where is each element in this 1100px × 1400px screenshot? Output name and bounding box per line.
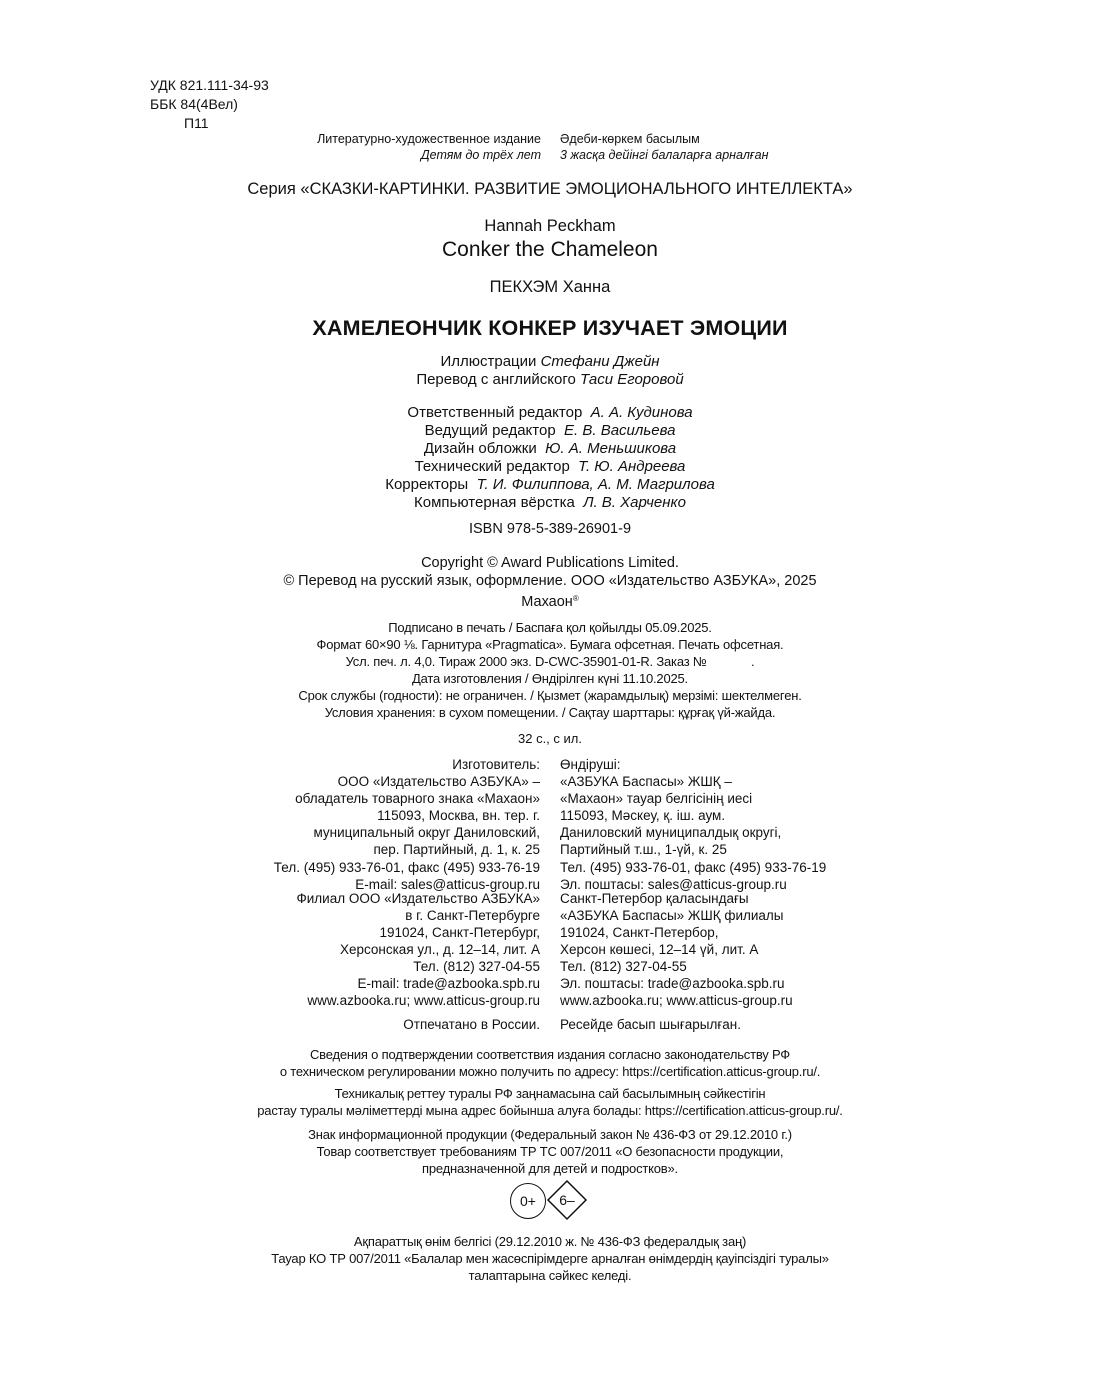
brand-name: Махаон	[521, 594, 573, 610]
author-mark: П11	[184, 115, 209, 131]
address-line: Тел. (495) 933-76-01, факс (495) 933-76-19	[560, 859, 827, 875]
staff-role: Технический редактор	[414, 458, 570, 475]
branch-ru	[230, 890, 540, 993]
address-line: Партийный т.ш., 1-үй, к. 25	[560, 842, 727, 858]
certification-kz	[0, 1085, 1100, 1119]
genre-kz	[560, 131, 768, 163]
branch-kz	[560, 890, 880, 993]
websites-ru	[230, 992, 540, 1009]
illustrator-label: Иллюстрации	[440, 353, 537, 370]
address-line: пер. Партийный, д. 1, к. 25	[373, 842, 540, 858]
manufacturer-kz	[560, 756, 880, 893]
author-ru: ПЕКХЭМ Ханна	[489, 278, 611, 296]
email-line: Эл. поштасы: trade@azbooka.spb.ru	[560, 976, 785, 992]
genre-age-ru: Детям до трёх лет	[420, 148, 541, 162]
email-line: E-mail: trade@azbooka.spb.ru	[357, 976, 540, 992]
address-line: Тел. (812) 327-04-55	[413, 959, 540, 975]
address-line: «АЗБУКА Баспасы» ЖШҚ филиалы	[560, 908, 784, 924]
imprint-line: Подписано в печать / Баспаға қол қойылды 05.09.2025.	[388, 620, 712, 635]
address-line: Херсонская ул., д. 12–14, лит. А	[339, 942, 540, 958]
staff-role: Ответственный редактор	[407, 404, 583, 421]
series-title: Серия «СКАЗКИ-КАРТИНКИ. РАЗВИТИЕ ЭМОЦИОНАЛЬНОГО ИНТЕЛЛЕКТА»	[247, 180, 853, 198]
websites-line: www.azbooka.ru; www.atticus-group.ru	[560, 993, 793, 1008]
genre-type-kz: Әдеби-көркем басылым	[560, 132, 700, 146]
staff-role: Ведущий редактор	[424, 422, 556, 439]
address-line: 115093, Москва, вн. тер. г.	[377, 808, 540, 824]
bbk-code: ББК 84(4Вел)	[150, 96, 238, 112]
address-line: обладатель товарного знака «Махаон»	[295, 791, 540, 807]
certification-line: Сведения о подтверждении соответствия издания согласно законодательству РФ	[309, 1047, 790, 1062]
law-line: Товар соответствует требованиям ТР ТС 007/2011 «О безопасности продукции,	[316, 1144, 784, 1159]
manufacturer-ru	[230, 756, 540, 893]
translator-label: Перевод с английского	[416, 371, 576, 388]
staff-row	[0, 458, 1100, 476]
address-line: Тел. (812) 327-04-55	[560, 959, 687, 975]
imprint-line: Усл. печ. л. 4,0. Тираж 2000 экз. D-CWC-35901-01-R. Заказ № .	[345, 654, 755, 669]
address-line: ООО «Издательство АЗБУКА» –	[337, 774, 540, 790]
original-title: Conker the Chameleon	[442, 238, 658, 261]
translator-line	[0, 371, 1100, 389]
contributors	[0, 353, 1100, 389]
printed-line: Отпечатано в России.	[403, 1017, 540, 1032]
staff-row	[0, 404, 1100, 422]
classification-codes	[150, 76, 269, 133]
address-line: Өндіруші:	[560, 757, 621, 772]
address-line: Херсон көшесі, 12–14 үй, лит. А	[560, 942, 759, 958]
printed-line: Ресейде басып шығарылған.	[560, 1017, 741, 1032]
websites-line: www.azbooka.ru; www.atticus-group.ru	[307, 993, 540, 1008]
staff-role: Дизайн обложки	[423, 440, 537, 457]
copyright-original: Copyright © Award Publications Limited.	[421, 555, 679, 571]
law-notice-ru	[0, 1126, 1100, 1177]
staff-row	[0, 422, 1100, 440]
address-line: 191024, Санкт-Петербург,	[379, 925, 540, 941]
isbn: ISBN 978-5-389-26901-9	[468, 521, 632, 537]
law-line: Тауар КО ТР 007/2011 «Балалар мен жасөспірімдерге арналған өнімдердің қауіпсіздігі туралы»	[271, 1251, 829, 1266]
translator-name: Таси Егоровой	[580, 371, 684, 388]
age-rating-circle-icon	[510, 1183, 546, 1219]
page-count: 32 с., с ил.	[518, 731, 582, 746]
staff-name: А. А. Кудинова	[590, 404, 693, 421]
child-age-label: 6–	[559, 1192, 575, 1208]
copyright-block	[0, 554, 1100, 611]
certification-ru	[0, 1046, 1100, 1080]
law-line: Знак информационной продукции (Федеральный закон № 436-ФЗ от 29.12.2010 г.)	[308, 1127, 792, 1142]
age-marks	[508, 1182, 598, 1222]
imprint-line: Срок службы (годности): не ограничен. / Қызмет (жарамдылық) мерзімі: шектелмеген.	[298, 688, 802, 703]
staff-row	[0, 476, 1100, 494]
printed-in-kz	[560, 1016, 880, 1033]
staff-name: Ю. А. Меньшикова	[545, 440, 677, 457]
certification-line: о техническом регулировании можно получить по адресу: https://certification.atticus-group.ru/.	[279, 1064, 821, 1079]
age-rating-label: 0+	[520, 1193, 536, 1209]
address-line: 191024, Санкт-Петербор,	[560, 925, 719, 941]
illustrator-name: Стефани Джейн	[540, 353, 660, 370]
genre-ru	[250, 131, 541, 163]
book-title: ХАМЕЛЕОНЧИК КОНКЕР ИЗУЧАЕТ ЭМОЦИИ	[312, 316, 788, 340]
address-line: муниципальный округ Даниловский,	[313, 825, 540, 841]
imprint-line: Формат 60×90 ⅛. Гарнитура «Pragmatica». Бумага офсетная. Печать офсетная.	[316, 637, 784, 652]
law-line: талаптарына сәйкес келеді.	[468, 1268, 632, 1283]
address-line: Даниловский муниципалдық округі,	[560, 825, 782, 841]
editorial-staff	[0, 404, 1100, 512]
address-line: Тел. (495) 933-76-01, факс (495) 933-76-19	[273, 859, 540, 875]
printed-in-ru	[230, 1016, 540, 1033]
address-line: Санкт-Петербор қаласындағы	[560, 891, 749, 906]
imprint-block	[0, 619, 1100, 721]
staff-role: Корректоры	[385, 476, 469, 493]
staff-name: Л. В. Харченко	[583, 494, 686, 511]
imprint-line: Условия хранения: в сухом помещении. / Сақтау шарттары: құрғақ үй-жайда.	[324, 705, 776, 720]
imprint-line: Дата изготовления / Өндірілген күні 11.10.2025.	[412, 671, 688, 686]
websites-kz	[560, 992, 880, 1009]
genre-type-ru: Литературно-художественное издание	[317, 132, 541, 146]
staff-name: Т. Ю. Андреева	[578, 458, 686, 475]
brand-line	[0, 590, 1100, 611]
email-line: Эл. поштасы: sales@atticus-group.ru	[560, 876, 787, 892]
address-line: «Махаон» тауар белгісінің иесі	[560, 791, 753, 807]
staff-name: Т. И. Филиппова, А. М. Магрилова	[476, 476, 715, 493]
staff-row	[0, 440, 1100, 458]
law-line: Ақпараттық өнім белгісі (29.12.2010 ж. № 436-ФЗ федералдық заң)	[353, 1234, 747, 1249]
address-line: «АЗБУКА Баспасы» ЖШҚ –	[560, 774, 732, 790]
genre-age-kz: 3 жасқа дейінгі балаларға арналған	[560, 148, 769, 162]
email-line: E-mail: sales@atticus-group.ru	[355, 876, 540, 892]
staff-name: Е. В. Васильева	[564, 422, 676, 439]
law-line: предназначенной для детей и подростков».	[422, 1161, 678, 1176]
registered-mark: ®	[572, 594, 579, 603]
address-line: в г. Санкт-Петербурге	[405, 908, 540, 924]
address-line: Изготовитель:	[452, 757, 540, 772]
age-rating-diamond-icon	[552, 1185, 582, 1215]
udk-code: УДК 821.111-34-93	[150, 77, 269, 93]
address-line: 115093, Мәскеу, қ. іш. аум.	[560, 808, 726, 824]
original-author: Hannah Peckham	[484, 217, 616, 235]
staff-role: Компьютерная вёрстка	[414, 494, 575, 511]
certification-line: растау туралы мәліметтерді мына адрес бойынша алуға болады: https://certification.atticus-group.ru/.	[257, 1103, 843, 1118]
illustrator-line	[0, 353, 1100, 371]
copyright-translation: © Перевод на русский язык, оформление. ООО «Издательство АЗБУКА», 2025	[283, 573, 817, 589]
staff-row	[0, 494, 1100, 512]
address-line: Филиал ООО «Издательство АЗБУКА»	[296, 891, 540, 906]
certification-line: Техникалық реттеу туралы РФ заңнамасына сай басылымның сәйкестігін	[334, 1086, 766, 1101]
law-notice-kz	[0, 1233, 1100, 1284]
